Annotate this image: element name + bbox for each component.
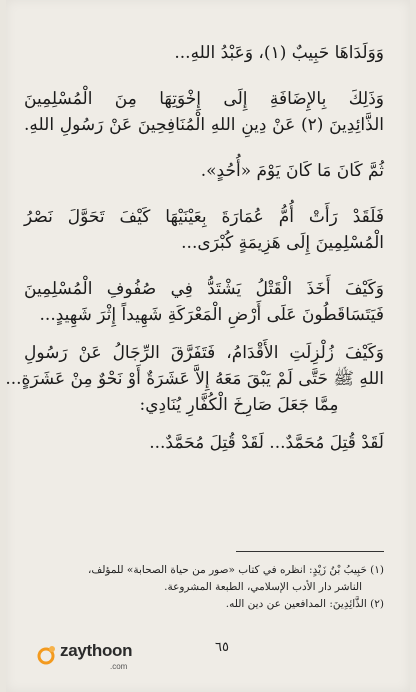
logo-domain: .com <box>110 662 128 671</box>
logo-name: zaythoon <box>60 641 133 660</box>
text-line: الْمُسْلِمِينَ إِلَى هَزِيمَةٍ كُبْرَى... <box>181 233 384 253</box>
text-line: وَكَيْفَ أَخَذَ الْقَتْلُ يَشْتَدُّ فِي صُفُوفِ الْمُسْلِمِينَ <box>24 279 384 299</box>
footnotes <box>24 562 384 613</box>
text-line: اللهِ ﷺ حَتَّى لَمْ يَبْقَ مَعَهُ إِلاَّ عَشَرَةٌ أَوْ نَحْوٌ مِنْ عَشَرَةٍ... <box>5 369 384 389</box>
book-page <box>6 0 410 692</box>
text-line: وَذَلِكَ بِالإِضَافَةِ إِلَى إِخْوَتِهَا مِنَ الْمُسْلِمِينَ <box>24 89 384 109</box>
text-line: فَيَتَسَاقَطُونَ عَلَى أَرْضِ الْمَعْرَكَةِ شَهِيداً إِثْرَ شَهِيدٍ... <box>39 305 384 325</box>
footnote-divider <box>236 551 384 552</box>
text-line: ثُمَّ كَانَ مَا كَانَ يَوْمَ «أُحُدٍ». <box>200 161 384 181</box>
page-number: ٦٥ <box>215 640 229 655</box>
text-line: وَكَيْفَ زُلْزِلَتِ الأَقْدَامُ، فَتَفَرَّقَ الرِّجَالُ عَنْ رَسُولِ <box>24 343 384 363</box>
olive-icon <box>36 644 58 666</box>
footnote-1: (١) حَبِيبُ بْنُ زَيْدٍ: انظره في كتاب «صور من حياة الصحابة» للمؤلف، <box>87 564 384 576</box>
text-line: مِمَّا جَعَلَ صَارِخَ الْكُفَّارِ يُنَادِي: <box>139 395 339 415</box>
zaythoon-logo <box>36 640 176 680</box>
footnote-1-cont: الناشر دار الأدب الإسلامي، الطبعة المشروعة. <box>164 581 362 593</box>
text-line: وَوَلَدَاهَا حَبِيبٌ (١)، وَعَبْدُ اللهِ... <box>174 43 384 63</box>
main-text <box>5 40 384 456</box>
text-line: فَلَقَدْ رَأَتْ أُمُّ عُمَارَةَ بِعَيْنَيْهَا كَيْفَ تَحَوَّلَ نَصْرُ <box>24 207 384 227</box>
footnote-2: (٢) الذَّائِدِينَ: المدافعين عن دين الله. <box>225 598 384 610</box>
text-line: لَقَدْ قُتِلَ مُحَمَّدٌ... لَقَدْ قُتِلَ مُحَمَّدٌ... <box>149 433 384 453</box>
text-line: الذَّائِدِينَ (٢) عَنْ دِينِ اللهِ الْمُنَافِحِينَ عَنْ رَسُولِ اللهِ. <box>24 115 384 135</box>
